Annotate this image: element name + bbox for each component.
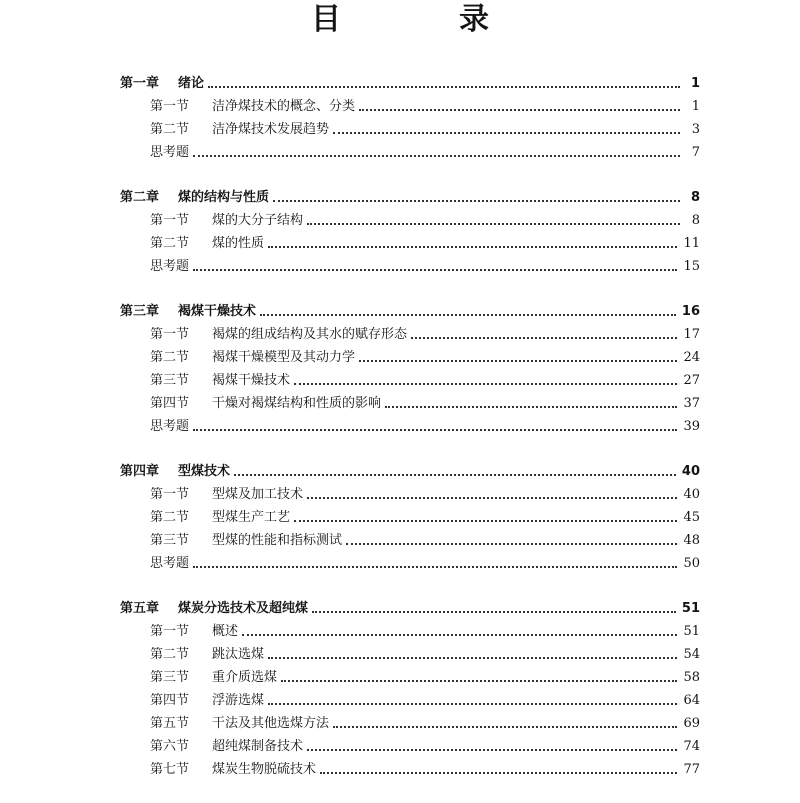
section-number: 第二节	[150, 236, 190, 251]
exercises-entry	[120, 415, 700, 438]
section-number: 第一节	[150, 487, 190, 502]
section-entry	[120, 620, 700, 643]
section-title: 洁净煤技术发展趋势	[212, 122, 330, 137]
section-title: 褐煤干燥模型及其动力学	[212, 350, 356, 365]
exercises-entry	[120, 552, 700, 575]
dot-leader	[346, 542, 677, 545]
section-entry	[120, 712, 700, 735]
section-number: 第二节	[150, 647, 190, 662]
page-number: 58	[683, 670, 700, 685]
section-title: 型煤及加工技术	[212, 487, 304, 502]
section-title: 跳汰选煤	[212, 647, 265, 662]
chapter-number: 第四章	[120, 464, 160, 479]
section-title: 概述	[212, 624, 239, 639]
chapter-title: 煤炭分选技术及超纯煤	[178, 601, 309, 616]
chapter-block	[120, 186, 700, 278]
dot-leader	[193, 268, 677, 271]
section-title: 重介质选煤	[212, 670, 278, 685]
page-number: 40	[683, 487, 700, 502]
section-entry	[120, 232, 700, 255]
chapter-heading	[120, 186, 700, 209]
section-entry	[120, 369, 700, 392]
page-number: 74	[683, 739, 700, 754]
page-number: 50	[683, 556, 700, 571]
chapter-heading	[120, 460, 700, 483]
exercises-entry	[120, 141, 700, 164]
page-number: 24	[683, 350, 700, 365]
section-number: 第六节	[150, 739, 190, 754]
chapter-block	[120, 597, 700, 781]
page-number: 39	[683, 419, 700, 434]
section-entry	[120, 529, 700, 552]
page-number: 16	[681, 304, 700, 319]
section-number: 第一节	[150, 624, 190, 639]
dot-leader	[281, 679, 677, 682]
section-title: 煤的大分子结构	[212, 213, 304, 228]
section-number: 第二节	[150, 350, 190, 365]
section-number: 第三节	[150, 533, 190, 548]
section-entry	[120, 689, 700, 712]
section-entry	[120, 118, 700, 141]
section-entry	[120, 392, 700, 415]
page-number: 64	[683, 693, 700, 708]
dot-leader	[294, 519, 677, 522]
dot-leader	[294, 382, 677, 385]
page-number: 51	[683, 624, 700, 639]
section-entry	[120, 346, 700, 369]
dot-leader	[193, 565, 677, 568]
section-entry	[120, 483, 700, 506]
dot-leader	[307, 222, 680, 225]
dot-leader	[268, 702, 677, 705]
dot-leader	[273, 199, 680, 202]
dot-leader	[307, 748, 677, 751]
section-title: 思考题	[150, 259, 190, 274]
dot-leader	[359, 359, 677, 362]
section-title: 浮游选煤	[212, 693, 265, 708]
section-number: 第一节	[150, 99, 190, 114]
page-number: 48	[683, 533, 700, 548]
section-number: 第五节	[150, 716, 190, 731]
section-entry	[120, 506, 700, 529]
page-number: 1	[690, 76, 700, 91]
section-title: 型煤生产工艺	[212, 510, 291, 525]
section-number: 第一节	[150, 327, 190, 342]
page-number: 69	[683, 716, 700, 731]
dot-leader	[385, 405, 677, 408]
chapter-title: 煤的结构与性质	[178, 190, 270, 205]
chapter-number: 第三章	[120, 304, 160, 319]
page-title: 目 录	[311, 2, 533, 37]
section-number: 第四节	[150, 396, 190, 411]
dot-leader	[208, 85, 680, 88]
chapter-title: 绪论	[178, 76, 205, 91]
chapter-block	[120, 72, 700, 164]
page-number: 37	[683, 396, 700, 411]
section-title: 褐煤干燥技术	[212, 373, 291, 388]
page-number: 8	[690, 190, 700, 205]
page-number: 40	[681, 464, 700, 479]
section-entry	[120, 666, 700, 689]
chapter-number: 第二章	[120, 190, 160, 205]
section-title: 煤的性质	[212, 236, 265, 251]
section-title: 超纯煤制备技术	[212, 739, 304, 754]
chapter-title: 型煤技术	[178, 464, 231, 479]
page-number: 8	[691, 213, 700, 228]
section-title: 洁净煤技术的概念、分类	[212, 99, 356, 114]
dot-leader	[193, 154, 680, 157]
page-number: 27	[683, 373, 700, 388]
dot-leader	[312, 610, 676, 613]
section-entry	[120, 758, 700, 781]
dot-leader	[242, 633, 677, 636]
section-number: 第四节	[150, 693, 190, 708]
page-number: 45	[683, 510, 700, 525]
page-number: 77	[683, 762, 700, 777]
section-number: 第一节	[150, 213, 190, 228]
section-title: 干燥对褐煤结构和性质的影响	[212, 396, 382, 411]
dot-leader	[234, 473, 676, 476]
dot-leader	[320, 771, 677, 774]
exercises-entry	[120, 255, 700, 278]
section-title: 思考题	[150, 145, 190, 160]
dot-leader	[260, 313, 676, 316]
page-number: 11	[683, 236, 700, 251]
chapter-heading	[120, 597, 700, 620]
section-number: 第三节	[150, 373, 190, 388]
dot-leader	[268, 656, 677, 659]
section-entry	[120, 735, 700, 758]
dot-leader	[193, 428, 677, 431]
section-title: 煤炭生物脱硫技术	[212, 762, 317, 777]
section-number: 第二节	[150, 122, 190, 137]
page-number: 51	[681, 601, 700, 616]
dot-leader	[359, 108, 680, 111]
section-entry	[120, 643, 700, 666]
section-number: 第二节	[150, 510, 190, 525]
dot-leader	[333, 131, 680, 134]
page-number: 17	[683, 327, 700, 342]
dot-leader	[333, 725, 677, 728]
section-entry	[120, 95, 700, 118]
page-number: 3	[691, 122, 700, 137]
section-title: 褐煤的组成结构及其水的赋存形态	[212, 327, 408, 342]
page-number: 54	[683, 647, 700, 662]
chapter-block	[120, 460, 700, 575]
chapter-title: 褐煤干燥技术	[178, 304, 257, 319]
dot-leader	[411, 336, 677, 339]
section-entry	[120, 209, 700, 232]
section-number: 第七节	[150, 762, 190, 777]
page-number: 15	[683, 259, 700, 274]
section-title: 型煤的性能和指标测试	[212, 533, 343, 548]
page-number: 1	[691, 99, 700, 114]
section-title: 思考题	[150, 556, 190, 571]
chapter-number: 第五章	[120, 601, 160, 616]
section-title: 思考题	[150, 419, 190, 434]
page-number: 7	[691, 145, 700, 160]
dot-leader	[307, 496, 677, 499]
chapter-heading	[120, 72, 700, 95]
section-number: 第三节	[150, 670, 190, 685]
table-of-contents	[120, 72, 700, 803]
dot-leader	[268, 245, 677, 248]
chapter-number: 第一章	[120, 76, 160, 91]
chapter-heading	[120, 300, 700, 323]
section-entry	[120, 323, 700, 346]
chapter-block	[120, 300, 700, 438]
section-title: 干法及其他选煤方法	[212, 716, 330, 731]
